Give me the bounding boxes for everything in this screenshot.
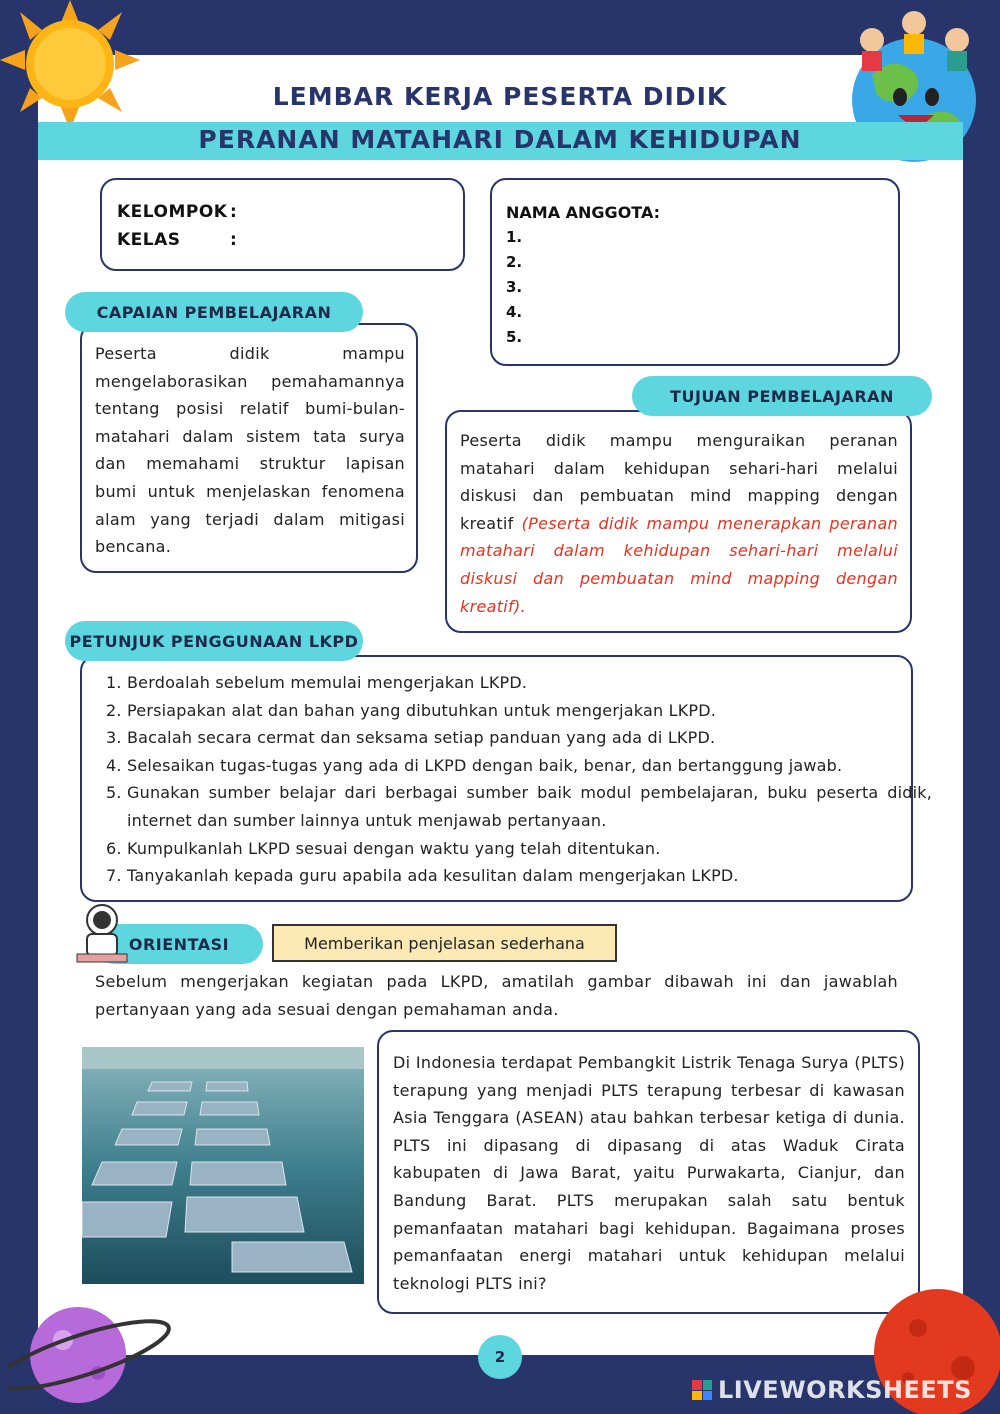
petunjuk-box — [80, 655, 932, 902]
member-field[interactable] — [532, 275, 872, 299]
page-title: LEMBAR KERJA PESERTA DIDIK — [272, 82, 728, 111]
tujuan-text: Peserta didik mampu menguraikan peranan matahari dalam kehidupan sehari-hari melalui diskusi dan pembuatan mind mapping dengan kreatif — [460, 431, 898, 533]
petunjuk-item: 1. Berdoalah sebelum memulai mengerjakan LKPD. — [127, 669, 932, 697]
tujuan-heading: TUJUAN PEMBELAJARAN — [632, 376, 932, 416]
member-number: 3. — [506, 278, 523, 296]
class-separator: : — [230, 230, 238, 250]
petunjuk-list — [82, 669, 932, 890]
orientasi-note: Memberikan penjelasan sederhana — [272, 924, 617, 962]
group-field[interactable] — [252, 200, 442, 224]
member-number: 1. — [506, 228, 523, 246]
passage-text: Di Indonesia terdapat Pembangkit Listrik Tenaga Surya (PLTS) terapung yang menjadi PLTS terapung terbesar di kawasan Asia Tenggara (ASEAN) atau bahkan terbesar ketiga di dunia. PLTS ini dipasang di dipasang di atas Waduk Cirata kabupaten di Jawa Barat, yaitu Purwakarta, Cianjur, dan Bandung Barat. PLTS merupakan salah satu bentuk pemanfaatan matahari bagi kehidupan. Bagaimana proses pemanfaatan energi matahari untuk kehidupan melalui teknologi PLTS ini? — [393, 1053, 905, 1293]
brand-logo-icon — [692, 1380, 712, 1400]
brand-watermark[interactable]: LIVEWORKSHEETS — [718, 1376, 972, 1404]
member-field[interactable] — [532, 225, 872, 249]
tujuan-box — [445, 410, 912, 633]
petunjuk-item: 3. Bacalah secara cermat dan seksama setiap panduan yang ada di LKPD. — [127, 724, 932, 752]
member-field[interactable] — [532, 300, 872, 324]
page-subtitle: PERANAN MATAHARI DALAM KEHIDUPAN — [198, 125, 802, 154]
capaian-text: Peserta didik mampu mengelaborasikan pemahamannya tentang posisi relatif bumi-bulan-matahari dalam sistem tata surya dan memahami struktur lapisan bumi untuk menjelaskan fenomena alam yang terjadi dalam mitigasi bencana. — [95, 344, 405, 557]
petunjuk-item: 7. Tanyakanlah kepada guru apabila ada kesulitan dalam mengerjakan LKPD. — [127, 862, 932, 890]
group-label: KELOMPOK — [117, 202, 228, 222]
petunjuk-item: 2. Persiapakan alat dan bahan yang dibutuhkan untuk mengerjakan LKPD. — [127, 697, 932, 725]
class-field[interactable] — [252, 228, 442, 252]
members-box — [490, 178, 900, 366]
members-label: NAMA ANGGOTA: — [506, 203, 661, 222]
sun-icon — [0, 0, 150, 140]
group-separator: : — [230, 202, 238, 222]
member-field[interactable] — [532, 325, 872, 349]
petunjuk-item: 4. Selesaikan tugas-tugas yang ada di LKPD dengan baik, benar, dan bertanggung jawab. — [127, 752, 932, 780]
tujuan-red-text: (Peserta didik mampu menerapkan peranan matahari dalam kehidupan sehari-hari melalui diskusi dan pembuatan mind mapping dengan kreatif). — [460, 513, 898, 616]
tujuan-text-block — [460, 427, 898, 620]
petunjuk-item: 6. Kumpulkanlah LKPD sesuai dengan waktu yang telah ditentukan. — [127, 835, 932, 863]
member-number: 2. — [506, 253, 523, 271]
orientasi-intro: Sebelum mengerjakan kegiatan pada LKPD, amatilah gambar dibawah ini dan jawablah pertanyaan yang ada sesuai dengan pemahaman anda. — [95, 972, 898, 1019]
purple-planet-icon — [8, 1295, 178, 1414]
petunjuk-item: 5. Gunakan sumber belajar dari berbagai sumber baik modul pembelajaran, buku peserta didik, internet dan sumber lainnya untuk menjawab pertanyaan. — [127, 779, 932, 834]
capaian-box — [80, 323, 418, 573]
member-number: 4. — [506, 303, 523, 321]
page-number: 2 — [478, 1335, 522, 1379]
passage-box — [377, 1030, 920, 1314]
astronaut-icon — [72, 902, 134, 964]
group-class-box — [100, 178, 465, 271]
class-label: KELAS — [117, 230, 181, 250]
member-field[interactable] — [532, 250, 872, 274]
petunjuk-heading: PETUNJUK PENGGUNAAN LKPD — [65, 621, 363, 661]
capaian-heading: CAPAIAN PEMBELAJARAN — [65, 292, 363, 332]
orientasi-heading: ORIENTASI — [95, 924, 263, 964]
floating-solar-photo — [82, 1047, 364, 1284]
member-number: 5. — [506, 328, 523, 346]
